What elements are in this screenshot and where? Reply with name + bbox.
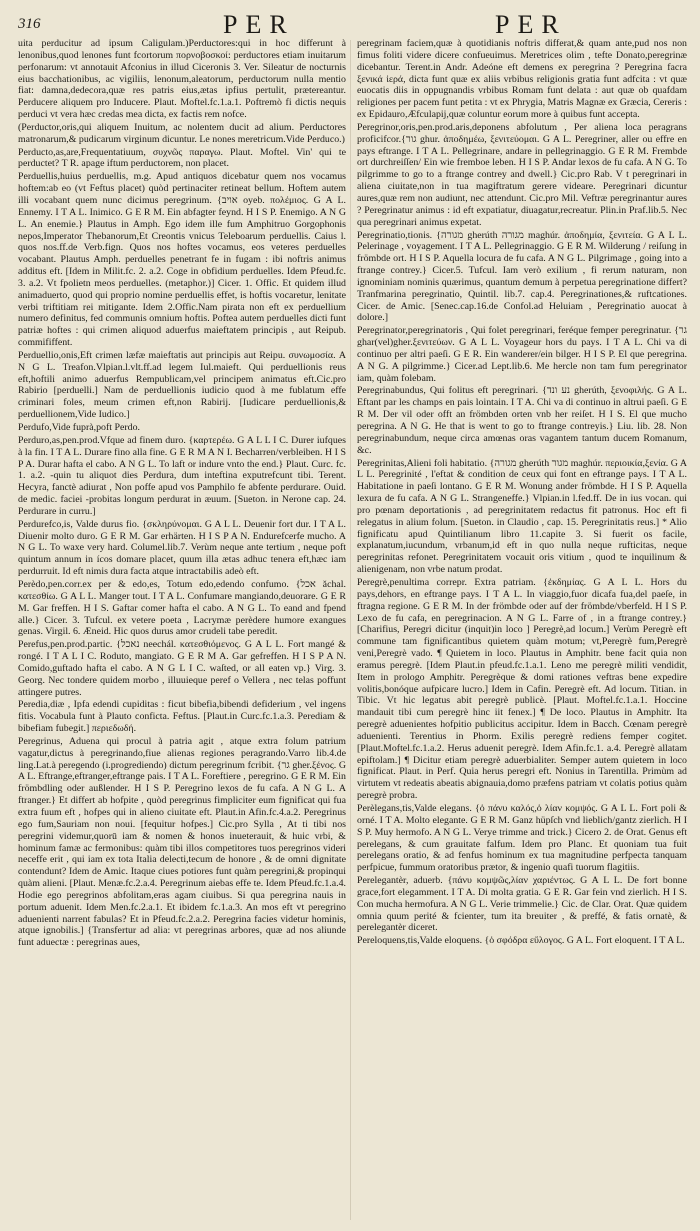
dictionary-entry: Peregrinitas,Alieni foli habitatio. {מגורה gherúth מגור maghúr. περιοικία,ξενία. G A L L. Peregrinité , l'eftat & condition de ceux qui font en eftrange pays. I T A L. Habitatione in paeſi lontano. G E R M. Wonung ander frömbde. H I S P. Aquella lexura de fu cafa. A N G L. Strangeneffe.} Vlpian.in l.fed.ff. De in ius vocan. qui pro pœnam deportationis , ad peregrinitatem redactus fit patronus. Hoc eft fi relegatus in alium folum. [Sueton. in Claudio , cap. 15. Peregrinitatis reus.] * Alio fignificatu apud Quintilianum libro 11.capite 3. Si fuerit os facile, explanatum,iucundum, vrbanum,id eft in quo nulla neque rufticitas, neque peregrinitas refonet. Peregrinitatem vocauit oris vitium , quod te inquilinum & alienigenam, non vrbe natum prodat. [357, 457, 687, 576]
dictionary-entry: Peregrinatio,tionis. {מגורה gherúth מגורה maghúr. ἀποδημία, ξενιτεία. G A L L. Pelerinage , voyagement. I T A L. Pellegrinaggio. G E R M. Wilderung / reiſung in frömbde ort. H I S P. Aquella locura de fu cafa. A N G L. Pilgrimage , going into a ftrange contrey.} Cicer.5. Tufcul. Iam verò exilium , fi rerum naturam, non ignominiam nominis quærimus, quantum demum à perpetua peregrinatione differt? Tranfmarina peregrinatio, Quintil. lib.7. cap.4. Peregrinationes,& ruftcationes. Cicer. de Amic. [Senec.cap.16.de Confol.ad Heluiam , Peregrinatio auocat à dolore.] [357, 229, 687, 324]
dictionary-entry: Perduellio,onis,Eft crimen læfæ maieftatis aut principis aut Reipu. συνωμοσία. A N G L. Treafon.Vlpian.l.vlt.ff.ad legem Iul.maieft. Qui perduellionis reus eft,hoftili animo aduerfus Rempublicam,vel principem animatus eft.Cic.pro Rabirio [perduelli.] Nam de perduellionis iudicio quod à me fublatum effe criminari foles, meum crimen eft,non Rabirij. [Iudicare perduellionis,& perduellionem,Vide Iudico.] [18, 349, 346, 421]
dictionary-entry: Perèdo,pen.corr.ex per & edo,es, Totum edo,edendo confumo. {אכל ăchal. κατεσθίω. G A L L. Manger tout. I T A L. Confumare mangiando,deuorare. G E R M. Gar freffen. H I S. Gaftar comer hafta el cabo. A N G L. To eand and fpend alle.} Cicer. 3. Tufcul. ex vetere poeta , Lacrymæ perèdere humore exangues genas. Virgil. 6. Æneid. Hic quos durus amor crudeli tabe peredit. [18, 578, 346, 638]
page-header [18, 10, 686, 40]
dictionary-entry: Peregrinus, Aduena qui procul à patria agit , atque extra folum patrium vagatur,dictus à peregrinando,fiue alienas regiones peragrando.Varro lib.4.de ling.Lat.à peregendo (i.progrediendo) dictum peregrinum fcribit. {גר gher.ξένος. G A L. Eftrange,eftranger,eftrange pais. I T A L. Foreftiere , peregrino. G E R M. Ein frömbdling oder außlender. H I S P. Peregrino lexos de fu cafa. A N G L. A ftranger.} Et differt ab hofpite , quòd peregrinus fimpliciter eum fignificat qui fua extra fuum eft , hofpes qui in alieno ciuitate eft. Plaut.in Afin.fc.4.a.2. Peregrinus ego fum,Sauriam non noui. [fequitur hofpes.] Cic.pro Sylla , At ti tibi nos peregrini videmur,quorū iam & nomen & honos inueterauit, & huic vrbi, & hominum famæ ac fermonibus: quàm tibi illos competitores tuos peregrinos videri neceffe erit , qui iam ex tota Italia delecti,tecum de honore , & de omni dignitate contendunt? Idem de Amic. Itaque ciues potiores funt quàm peregrini,& propinqui quàm alieni. [Plaut. Menæ.fc.2.a.4. Peregrinum aiebas effe te. Idem Pfeud.fc.1.a.4. Hodie ego peregrinos abfolitam,eras agam ciuibus. Si qua peregrina nauis in portum aduenit. Idem Men.fc.2.a.1. Et ibidem fc.1.a.3. An mos eft vt peregrino aduenienti narrent fabulas? Et in Pfeud.fc.2.a.2. Peregrina facies videtur hominis, atque ignobilis.] {Transfertur ad alia: vt peregrinas arbores, quæ ad nos aliunde funt aduectæ : peregrinas aues, [18, 735, 346, 949]
dictionary-entry: (Perductor,oris,qui aliquem Inuitum, ac nolentem ducit ad alium. Perductores matronarum,& pudicarum virginum dicuntur. Le nones meretricum.Vide Perduco.) [18, 121, 346, 145]
dictionary-entry: Perduellis,huius perduellis, m.g. Apud antiquos dicebatur quem nos vocamus hoftem:ab eo (vt Feftus placet) quòd pertinaciter retineat bellum. Hoftem autem illi vocabant quem nunc dicimus peregrinum. {אויב oyeb. πολέμιος. G A L. Ennemy. I T A L. Inimico. G E R M. Ein abfagter feynd. H I S P. Enemigo. A N G L. An enemie.} Plautus in Amph. Ego idem ille fum Amphitruo Gorgophonis nepos,Imperator Thebanorum,Et Creontis vnicus Teleboarum perduellis. Caius l. quos nos.ff.de Verb.fign. Quos nos hoftes vocamus, eos veteres perduelles vocabant. Plautus Amph. perduelles penetrant fe in fugam : ibi noftris animus additus eft. [Idem in Milit.fc. 2. a.2. Coge in obfidium perduelles. Idem Pfeud.fc. 3. a.2. Vt fpolietn meos perduelles. (metaphor.)] Cicer. 1. Offic. Et quidem illud animaduerto, quod qui proprio nomine perduellis effet, is hoftis vocaretur, lenitate verbi triftitiam rei mitigante. Idem 2.Offic.Nam pirata non eft ex perduellium numero definitus, fed communis omnium hoftis. Poftea autem perduelles dicti funt patriæ hoftes : qui crimen aliquod aduerfus maieftatem principis , aut Reipub. commififfent. [18, 171, 347, 349]
dictionary-entry: Perdufo,Vide fuprà,poft Perdo. [18, 422, 140, 433]
dictionary-entry: Peregrinabundus, Qui folitus eft peregrinari. {נע ונד gherúth, ξενοφιλής. G A L. Eftant par les champs en pais lointain. I T A. Chi va di continuo in altrui paeſi. G E R M. Der vil oder offt an frömbden orten vnb her reiſet. H I S. El que mucho peregrina. A N G. He that is went to go to ftrange contreyis.} Liu. lib. 28. Non peregrinabundum, neque circa amœnas oras vagantem tantum ducem Romanum, &c. [357, 385, 688, 456]
dictionary-entry: Perefus,pen.prod.partic. {נאכל neechál. κατεσθιόμενος. G A L L. Fort mangé & rongé. I T A L I C. Roduto, mangiato. G E R M A. Gar gefreffen. H I S P A N. Comido,guftado hafta el cabo. A N G L I C. waſted, or all eaten vp.} Virg. 3. Georg. Nec tondere quidem morbo , illuuieque peref o Vellera , nec telas poffunt attingere putres. [18, 639, 346, 698]
running-head-right: PER [495, 10, 567, 39]
dictionary-entry: Peregrè,penultima correpr. Extra patriam. {ἐκδημίας. G A L L. Hors du pays,dehors, en eftrange pays. I T A L. In viaggio,fuor dicafa fua,del paeſe, in ftragna regione. G E R M. In der frömbde oder auf der frömbde/vberfeld. H I S P. Lexo de fu cafa, en peregrinacion. A N G L. Farre of , in a ftrange contrey.} [Charifius, Peregri dicitur (inquit)in loco ] Peregrè,ad locum.] Verùm Peregrè eft commune tam fignificantibus quietem quàm motum; vt,Peregrè fum,Peregrè veni,Peregrè vado. ¶ Quietem in loco. Plautus in Amphitr. bene facit quia non eramus peregrè. [Idem Plaut.in pfeud.fc.1.a.1. Leno me peregrè militi vendidit, Item in prologo Amphitr. Peregrèque & domi rationes veftras bene expedire volitis,bonóque aufpicare lucro.] Idem in Cafin. Peregrè eft. Ad locum. Titian. in Tibic. Vt hic legatus abit peregrè publicè. [Plaut. Moftel.fc.1.a.1. Hoccine mandauit tibi cum peregrè hinc iit fenex.] ¶ De loco. Plautus in Amphitr. Ita peregrè aduenientes hofpitio publicitus accipitur. Idem in Bacch. Cœnam peregrè aduenienti. Terentius in Phorm. Exilis peregrè rediens femper cogitet. [Plaut.Moftel.fc.1.a.2. Herus aduenit peregrè. Idem Afin.fc.1. a.4. Peregrè allatam epiftolam.] ¶ Dicitur etiam peregrè aduerbialiter. Semper autem quietem in loco fignificat. Plaut. in Perf. Quia herus peregri eft. Nonius in Tarentilla. Primùm ad virtutem vt redeatis abeatis abignauia,domo præfens patriam vt colatis potius quàm peregrè probra. [357, 576, 687, 802]
column-divider [350, 40, 351, 1220]
dictionary-entry: Peregrinor,oris,pen.prod.aris,deponens abfolutum , Per aliena loca peragrans proficifcor.{גור ghur. ἀποδημέω, ξενιτεύομαι. G A L. Peregriner, aller ou effre en pays eftrange. I T A L. Pellegrinare, andare in pellegrinaggio. G E R M. Frembde ort durchreiſſen/ Ein wie fremboe leben. H I S P. Andar lexos de fu cafa. A N G. To pilgrimme to go to a ftrange contrey and dwell.} Cic.pro Rab. V t peregrinari in aliena ciuitate,non in tua magiftratum gerere videare. Peregrinari dicuntur aures,quæ rem non audiunt, nec attendunt. Cic.pro Mil. Veftræ peregrinantur aures ? Peregrinatur animus : id eft expatiatur, diuagatur,recreatur. Plin.in Praf.lib.5. Nec qua peregrinari animus expetat. [357, 121, 687, 228]
dictionary-entry: peregrinam faciem,quæ à quotidianis noftris differat,& quam ante,pud nos non fimus foliti videre dicere confueuimus. Meretrices olim , tefte Donato,peregrinæ dicebantur. Terent.in Andr. Adeóne eft demens ex peregrina ? Peregrina facra ξενικά ἱερά, dicta funt quæ ex aliis vrbibus religionis gratia funt adfcita : vt quæ euocatis diis in oppugnandis vrbibus Romam funt delata : aut quæ ob quafdam religiones per pacem funt petita : vt ex Phrygia, Matris Magnæ ex Græcia, Cereris : ex Epidauro,Æfculapij,quæ coluntur eorum more à quibus funt accepta. [357, 38, 687, 121]
dictionary-entry: Pereloquens,tis,Valde eloquens. {ὁ σφόδρα εὔλογος. G A L. Fort eloquent. I T A L. [357, 935, 685, 947]
left-column [18, 38, 346, 950]
dictionary-entry: uita perducitur ad ipsum Caligulam.)Perductores:qui in hoc differunt à lenonibus,quod lenones funt fcortorum πορνοβοσκοί: perductores etiam inuitarum perfonarum: vt annotauit Afconius in illud Ciceronis 3. Ver. Sileatur de nocturnis eius bacchationibus, ac vigiliis, lenonum,aleatorum, perductorum nulla mentio fiat: damna,dedecora,quæ res patris eius,ætas ipfius pertulit, prætereantur. Perducere aliquem pro Inducere. Plaut. Moftel.fc.1.a.1. Poftremò fi dictis nequis perduci vt vera hæc credas mea dicta, ex factis rem nofce. [18, 38, 346, 121]
dictionary-entry: Perduro,as,pen.prod.Vfque ad finem duro. {καρτερέω. G A L L I C. Durer iufques à la fin. I T A L. Durare fino alla fine. G E R M A N I. Becharren/verbleiben. H I S P A. Durar hafta el cabo. A N G L. To laft or indure vnto the end.} Plaut. Curc. fc. 1. a.2. -quin tu aliquot dies Perdura, dum inteftina exputrefcunt tibi. Terent. Hecyra, fanctè adiurat , Non poffe apud vos Pamphilo fe abfente perdurare. Ouid. de medic. faciei -probitas longum perdurat in æuum. [Sueton. in Nerone cap. 24. Perdurare in curru.] [18, 434, 346, 517]
dictionary-entry: Peregrinator,peregrinatoris , Qui folet peregrinari, feréque femper peregrinatur. {גר ghar(vel)gher.ξενιτεύων. G A L L. Voyageur hors du pays. I T A L. Chi va di continuo per altri paeſi. G E R. Ein wanderer/ein bilger. H I S P. El que peregrina. A N G. A pilgrimme.} Cicer.ad Lept.lib.6. Me hercle non tam fum peregrinator iam, quàm folebam. [357, 325, 687, 384]
dictionary-entry: Perducto,as,are,Frequentatiuum, συχνῶς παραγω. Plaut. Moftel. Vin' qui te perductet? Τ R. apage iftum perductorem, non placet. [18, 146, 346, 170]
dictionary-entry: Peredia,diæ , Ipfa edendi cupiditas : ficut bibefia,bibendi defiderium , vel ingens fitis. Vocabula funt à Plauto conficta. Feftus. [Plaut.in Curc.fc.1.a.3. Perediam & bibefiam fubegit.] περιεδωδή. [18, 699, 346, 735]
dictionary-entry: Perèlegans,tis,Valde elegans. {ὁ πάνυ καλός,ὁ λίαν κομψός. G A L L. Fort poli & orné. I T A. Molto elegante. G E R M. Ganz hüpſch vnd lieblich/gantz zierlich. H I S P. Muy hermofo. A N G L. Verye trimme and trick.} Cicero 2. de Orat. Genus eft perelegans, & cum grauitate falfum. Idem pro Planc. Et quoniam tua fuit perelegans oratio, & ad fenfus hominum ex tua magnitudine perfpecta tanquam perfpicue, fummum oratoribus prætor, & ingenio quafi tuorum flagitiis. [357, 803, 687, 874]
dictionary-entry: Perelegantèr, aduerb. {πάνυ κομψῶς,λίαν χαριέντως. G A L L. De fort bonne grace,fort elegamment. I T A. Di molta gratia. G E R. Gar fein vnd zierlich. H I S. Con mucha hermofura. A N G L. Verie trimmelie.} Cic. de Clar. Orat. Quæ quidem omnia quum perité & fcienter, tum ita breuiter , & preffé, & fatis ornatè, & perelegantèr diceret. [357, 875, 687, 934]
dictionary-entry: Perdurefco,is, Valde durus fio. {σκληρύνομαι. G A L L. Deuenir fort dur. I T A L. Diuenir molto duro. G E R M. Gar erhärten. H I S P A N. Endurefcerfe mucho. A N G L. To waxe very hard. Columel.lib.7. Verùm neque ante tertium , neque poft quintum annum in ícos domare placet, quum illa ætas adhuc tenera eft,hæc iam perdurruit. Id eft nimis dura facta atque intractabilis adeò eft. [18, 518, 346, 578]
page-number: 316 [18, 16, 41, 32]
running-head-left: PER [223, 10, 295, 39]
right-column [357, 38, 687, 948]
